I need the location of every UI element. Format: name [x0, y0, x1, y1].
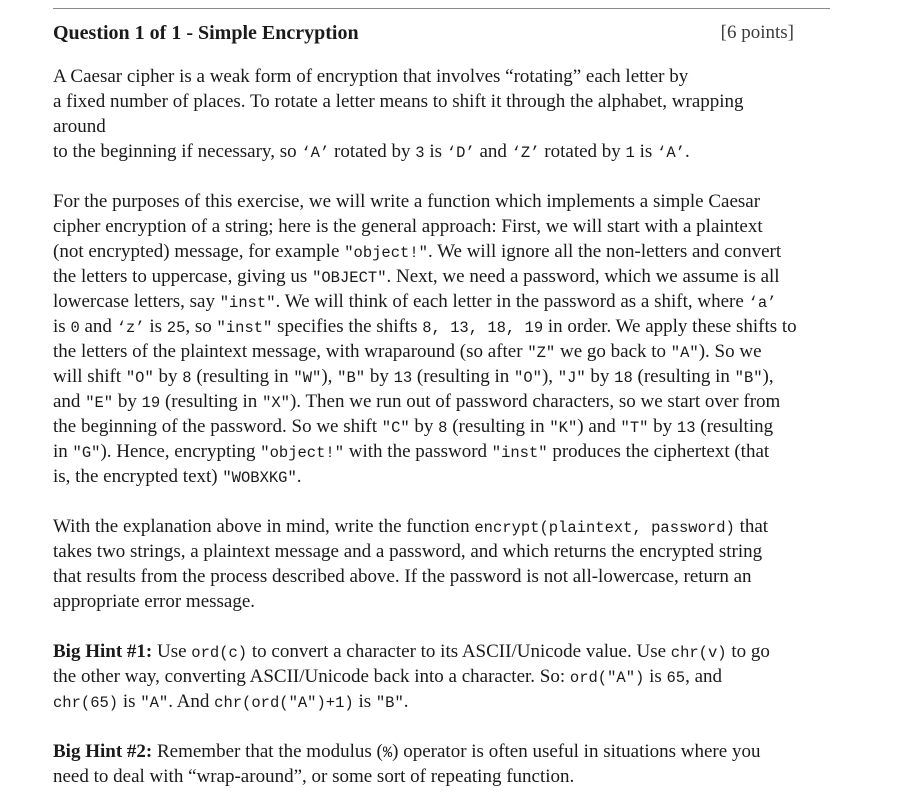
inline-code: ‘z’ — [116, 319, 145, 337]
text-run: with the password — [344, 441, 492, 462]
text-run: . — [684, 141, 690, 162]
inline-code: "T" — [620, 419, 649, 437]
text-run: . — [296, 466, 302, 487]
text-run: Remember that the modulus ( — [152, 741, 383, 762]
text-run: the letters of the plaintext message, with wraparound (so after — [53, 341, 528, 362]
text-run: by — [113, 391, 142, 412]
text-run: ), — [321, 366, 338, 387]
text-line — [53, 739, 843, 764]
inline-code: 13 — [676, 419, 696, 437]
text-run: the other way, converting ASCII/Unicode back into a character. So: — [53, 666, 570, 687]
hint-label: Big Hint #1: — [53, 641, 153, 662]
inline-code: "K" — [549, 419, 578, 437]
text-line — [53, 414, 843, 439]
text-run: is — [424, 141, 447, 162]
text-line — [53, 589, 843, 614]
inline-code: "B" — [734, 369, 763, 387]
text-run: cipher encryption of a string; here is the general approach: First, we will start with a plaintext — [53, 216, 763, 237]
inline-code: ‘D’ — [446, 144, 475, 162]
inline-code: "X" — [262, 394, 290, 412]
text-run: takes two strings, a plaintext message and a password, and which returns the encrypted string — [53, 541, 763, 562]
text-run: by — [648, 416, 677, 437]
text-run: specifies the shifts — [272, 316, 423, 337]
inline-code: "WOBXKG" — [222, 469, 297, 487]
text-run: (resulting — [695, 416, 774, 437]
text-run: need to deal with “wrap-around”, or some sort of repeating function. — [53, 766, 575, 787]
inline-code: 8, 13, 18, 19 — [422, 319, 544, 337]
text-run: that — [734, 516, 769, 537]
text-run: (resulting in — [191, 366, 294, 387]
text-run: For the purposes of this exercise, we will write a function which implements a simple Caesar — [53, 191, 761, 212]
text-line — [53, 64, 843, 89]
question-points: [6 points] — [720, 22, 794, 43]
question-header — [53, 20, 794, 46]
inline-code: ‘A’ — [301, 144, 330, 162]
inline-code: "inst" — [491, 444, 548, 462]
text-line — [53, 514, 843, 539]
text-run: , so — [185, 316, 217, 337]
text-run: appropriate error message. — [53, 591, 256, 612]
text-run: is — [144, 316, 167, 337]
text-run: rotated by — [539, 141, 626, 162]
inline-code: "J" — [557, 369, 586, 387]
text-run: (resulting in — [632, 366, 735, 387]
text-run: (resulting in — [160, 391, 263, 412]
inline-code: "W" — [293, 369, 322, 387]
text-run: we go back to — [555, 341, 671, 362]
inline-code: "inst" — [216, 319, 273, 337]
inline-code: ord("A") — [569, 669, 645, 687]
inline-code: 1 — [625, 144, 635, 162]
question-body — [53, 64, 843, 789]
text-run: ). Hence, encrypting — [100, 441, 261, 462]
text-line — [53, 264, 843, 289]
inline-code: encrypt(plaintext, password) — [474, 519, 735, 537]
text-run: produces the ciphertext (that — [547, 441, 770, 462]
top-rule — [53, 8, 830, 9]
text-run: that results from the process described above. If the password is not all-lowercase, return an — [53, 566, 752, 587]
inline-code: 18 — [614, 369, 633, 387]
text-run: a fixed number of places. To rotate a letter means to shift it through the alphabet, wrapping — [53, 91, 744, 112]
inline-code: "B" — [375, 694, 404, 712]
text-run: the letters to uppercase, giving us — [53, 266, 313, 287]
text-run: (not encrypted) message, for example — [53, 241, 345, 262]
paragraph-gap — [53, 614, 843, 639]
text-run: With the explanation above in mind, write the function — [53, 516, 475, 537]
text-line — [53, 639, 843, 664]
paragraph-gap — [53, 489, 843, 514]
text-run: ), — [541, 366, 558, 387]
inline-code: 8 — [182, 369, 192, 387]
text-run: to convert a character to its ASCII/Unicode value. Use — [247, 641, 671, 662]
paragraph-gap — [53, 164, 843, 189]
inline-code: 19 — [141, 394, 161, 412]
inline-code: % — [382, 744, 393, 762]
hint-label: Big Hint #2: — [53, 741, 153, 762]
text-run: by — [153, 366, 183, 387]
text-run: (resulting in — [412, 366, 515, 387]
text-run: by — [585, 366, 615, 387]
text-line — [53, 339, 843, 364]
inline-code: chr(ord("A")+1) — [214, 694, 354, 712]
inline-code: "O" — [514, 369, 542, 387]
text-line — [53, 114, 843, 139]
text-run: rotated by — [329, 141, 416, 162]
inline-code: "OBJECT" — [312, 269, 387, 287]
text-run: and — [474, 141, 512, 162]
text-line — [53, 189, 843, 214]
inline-code: "inst" — [219, 294, 276, 312]
inline-code: ord(c) — [191, 644, 248, 662]
text-run: A Caesar cipher is a weak form of encryption that involves “rotating” each letter by — [53, 66, 689, 87]
inline-code: "C" — [381, 419, 410, 437]
inline-code: 25 — [166, 319, 186, 337]
inline-code: 13 — [393, 369, 413, 387]
inline-code: ‘a’ — [748, 294, 777, 312]
text-run: (resulting in — [447, 416, 550, 437]
inline-code: "A" — [140, 694, 169, 712]
text-run: by — [409, 416, 439, 437]
text-run: by — [365, 366, 394, 387]
text-line — [53, 764, 843, 789]
text-run: . — [403, 691, 409, 712]
question-title: Question 1 of 1 - Simple Encryption — [53, 22, 359, 44]
text-run: will shift — [53, 366, 126, 387]
text-run: to the beginning if necessary, so — [53, 141, 302, 162]
text-line — [53, 539, 843, 564]
text-line — [53, 664, 843, 689]
paragraph-gap — [53, 714, 843, 739]
text-run: is — [634, 141, 658, 162]
text-run: is — [53, 316, 71, 337]
text-run: and — [79, 316, 117, 337]
text-run: in — [53, 441, 73, 462]
inline-code: "Z" — [527, 344, 556, 362]
text-run: Use — [152, 641, 192, 662]
inline-code: ‘Z’ — [511, 144, 540, 162]
inline-code: chr(v) — [670, 644, 727, 662]
text-run: ) and — [577, 416, 621, 437]
text-run: is — [353, 691, 376, 712]
text-run: is — [644, 666, 667, 687]
text-line — [53, 139, 843, 164]
text-run: ) operator is often useful in situations where you — [392, 741, 761, 762]
text-run: and — [53, 391, 86, 412]
inline-code: chr(65) — [53, 694, 119, 712]
text-line — [53, 464, 843, 489]
text-run: around — [53, 116, 106, 137]
text-run: to go — [726, 641, 770, 662]
text-run: the beginning of the password. So we shift — [53, 416, 382, 437]
text-line — [53, 239, 843, 264]
text-line — [53, 314, 843, 339]
text-run: ), — [762, 366, 774, 387]
text-run: ). Then we run out of password characters, so we start over from — [289, 391, 781, 412]
inline-code: "object!" — [260, 444, 345, 462]
text-line — [53, 439, 843, 464]
text-run: , and — [685, 666, 723, 687]
text-line — [53, 689, 843, 714]
text-run: . Next, we need a password, which we assume is all — [386, 266, 780, 287]
text-line — [53, 89, 843, 114]
text-line — [53, 364, 843, 389]
inline-code: 8 — [438, 419, 448, 437]
text-run: is, the encrypted text) — [53, 466, 223, 487]
inline-code: "A" — [670, 344, 699, 362]
inline-code: "G" — [72, 444, 101, 462]
text-run: . We will ignore all the non-letters and convert — [427, 241, 782, 262]
text-run: . And — [168, 691, 215, 712]
inline-code: ‘A’ — [657, 144, 685, 162]
text-line — [53, 214, 843, 239]
inline-code: "B" — [337, 369, 366, 387]
text-run: lowercase letters, say — [53, 291, 220, 312]
text-run: is — [118, 691, 141, 712]
text-run: . We will think of each letter in the password as a shift, where — [275, 291, 749, 312]
inline-code: 65 — [666, 669, 686, 687]
inline-code: "object!" — [344, 244, 428, 262]
inline-code: "E" — [85, 394, 114, 412]
text-run: ). So we — [698, 341, 762, 362]
inline-code: 3 — [415, 144, 425, 162]
inline-code: "O" — [125, 369, 154, 387]
text-line — [53, 289, 843, 314]
text-run: in order. We apply these shifts to — [543, 316, 797, 337]
inline-code: 0 — [70, 319, 80, 337]
text-line — [53, 389, 843, 414]
text-line — [53, 564, 843, 589]
